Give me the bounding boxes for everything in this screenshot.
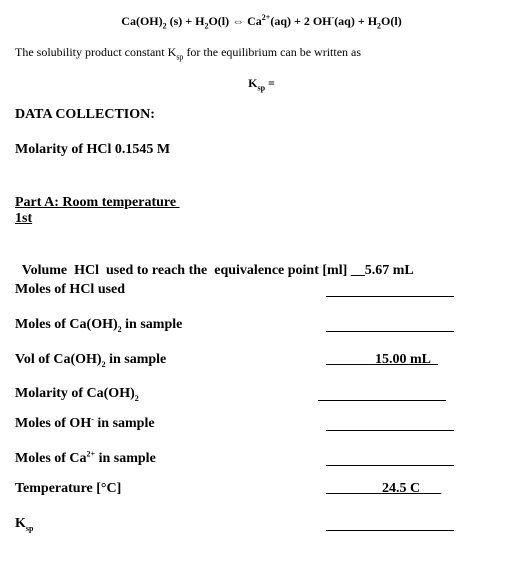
vol-caoh2-tail: _ <box>431 352 438 367</box>
temperature-answer[interactable] <box>326 481 441 497</box>
moles-oh-row <box>15 416 155 432</box>
data-collection-heading: DATA COLLECTION: <box>15 107 155 122</box>
moles-caoh2-suffix: in sample <box>121 317 183 332</box>
eq-sub: 2 <box>204 21 209 31</box>
moles-oh-label: Moles of OH <box>15 416 92 431</box>
molarity-caoh2-row <box>15 386 139 402</box>
moles-caoh2-blank[interactable] <box>326 317 454 332</box>
ksp-k: K <box>248 76 258 90</box>
moles-hcl-blank[interactable] <box>326 282 454 297</box>
temperature-prefix: ________ <box>326 481 382 496</box>
intro-part: The solubility product constant K <box>15 45 177 59</box>
moles-oh-suffix: in sample <box>93 416 155 431</box>
eq-part: Ca(OH) <box>121 14 163 28</box>
eq-part: (aq) + 2 OH <box>270 14 332 28</box>
molarity-caoh2-label: Molarity of Ca(OH) <box>15 386 135 401</box>
equilibrium-equation <box>0 14 523 29</box>
ksp-row-sub: sp <box>25 523 34 533</box>
vol-caoh2-answer[interactable] <box>326 352 438 368</box>
temperature-tail: ___ <box>420 481 442 496</box>
volume-hcl-row <box>15 247 414 279</box>
intro-sub: sp <box>176 52 184 62</box>
molarity-caoh2-blank[interactable] <box>318 386 446 401</box>
molarity-hcl: Molarity of HCl 0.1545 M <box>15 142 171 157</box>
vol-caoh2-sub: 2 <box>101 359 106 369</box>
intro-text <box>15 45 361 60</box>
moles-ca-sup: 2+ <box>86 449 96 459</box>
eq-sup: - <box>331 13 335 22</box>
eq-part: (aq) + H <box>334 14 378 28</box>
moles-hcl-label: Moles of HCl used <box>15 282 126 297</box>
vol-caoh2-row <box>15 352 166 368</box>
moles-oh-blank[interactable] <box>326 416 454 431</box>
moles-caoh2-sub: 2 <box>117 324 122 334</box>
ksp-expression <box>0 76 523 91</box>
ksp-row <box>15 516 33 532</box>
eq-sup: 2+ <box>261 13 271 22</box>
ksp-blank[interactable] <box>326 516 454 531</box>
eq-sub: 2 <box>162 21 167 31</box>
volume-hcl-value: __5.67 mL <box>350 263 414 278</box>
ksp-sub: sp <box>257 83 266 93</box>
moles-ca-label: Moles of Ca <box>15 451 87 466</box>
moles-ca-row <box>15 451 156 467</box>
vol-caoh2-suffix: in sample <box>105 352 167 367</box>
eq-part: O(l) <box>381 14 402 28</box>
eq-part: (s) + H <box>166 14 205 28</box>
molarity-caoh2-sub: 2 <box>134 393 139 403</box>
eq-sub: 2 <box>377 21 382 31</box>
moles-ca-blank[interactable] <box>326 451 454 466</box>
temperature-label: Temperature [°C] <box>15 481 122 496</box>
volume-hcl-label: Volume HCl used to reach the equivalence point [ml] <box>21 263 351 278</box>
moles-ca-suffix: in sample <box>95 451 156 466</box>
ksp-row-k: K <box>15 516 26 531</box>
intro-part: for the equilibrium can be written as <box>183 45 362 59</box>
eq-part: O(l) ⇔ Ca <box>208 14 262 28</box>
vol-caoh2-label: Vol of Ca(OH) <box>15 352 102 367</box>
part-a-trial: 1st <box>15 211 33 226</box>
part-a-title: Part A: Room temperature <box>15 195 180 210</box>
ksp-equals: = <box>265 76 275 90</box>
temperature-value: 24.5 C <box>382 481 421 496</box>
moles-caoh2-label: Moles of Ca(OH) <box>15 317 118 332</box>
moles-oh-sup: - <box>91 414 94 424</box>
moles-caoh2-row <box>15 317 182 333</box>
vol-caoh2-value: 15.00 mL <box>375 352 431 367</box>
vol-caoh2-prefix: _______ <box>326 352 375 367</box>
